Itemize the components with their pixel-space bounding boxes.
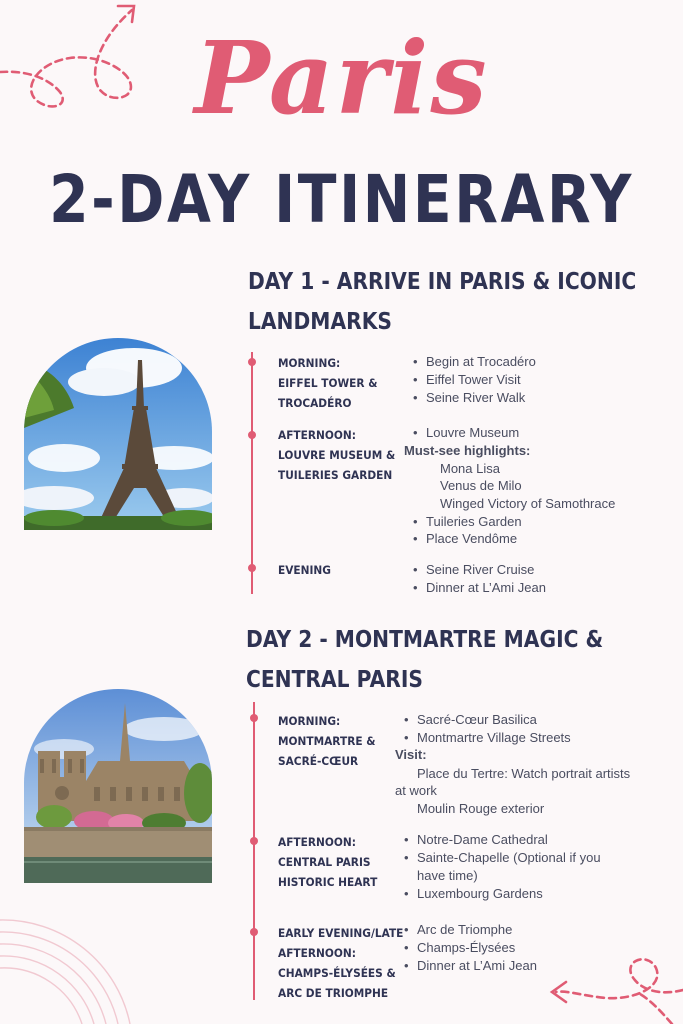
highlight-item: Mona Lisa [440,461,500,476]
day2-evening-label-2: AFTERNOON: [278,946,356,960]
day1-morning-label-2: EIFFEL TOWER & [278,376,378,390]
visit-item-line3: Moulin Rouge exterior [417,801,545,816]
list-item: • Luxembourg Gardens [417,885,543,903]
visit-item-line2: at work [395,783,437,798]
list-item: • Dinner at L’Ami Jean [426,579,546,597]
day2-afternoon-label-3: HISTORIC HEART [278,875,378,889]
day2-morning-label-3: SACRÉ-CŒUR [278,754,359,768]
list-item: • Dinner at L’Ami Jean [417,957,537,975]
day1-timeline [251,352,253,594]
list-item: • Eiffel Tower Visit [426,371,521,389]
visit-label: Visit: [395,747,427,762]
main-title: 2-DAY ITINERARY [49,161,634,238]
day1-evening-dot [248,564,256,572]
list-item: • Champs-Élysées [417,939,515,957]
list-item: • Tuileries Garden [426,513,522,531]
day2-evening-label-3: CHAMPS-ÉLYSÉES & [278,966,396,980]
script-title: Paris [194,19,489,137]
list-item: • Seine River Walk [426,389,525,407]
highlight-item: Venus de Milo [440,478,522,493]
day1-title-line1: DAY 1 - ARRIVE IN PARIS & ICONIC [248,269,637,295]
day2-morning-label-1: MORNING: [278,714,341,728]
list-item: • Arc de Triomphe [417,921,512,939]
day1-afternoon-label-2: LOUVRE MUSEUM & [278,448,396,462]
list-item-continued: have time) [417,868,478,883]
day2-title-line2: CENTRAL PARIS [246,667,423,693]
list-item: • Sacré-Cœur Basilica [417,711,537,729]
list-item: • Notre-Dame Cathedral [417,831,548,849]
day2-afternoon-label-2: CENTRAL PARIS [278,855,371,869]
day2-evening-label-1: EARLY EVENING/LATE [278,926,404,940]
day1-morning-label-3: TROCADÉRO [278,396,352,410]
eiffel-tower-illustration [24,338,212,530]
day1-morning-label-1: MORNING: [278,356,341,370]
notre-dame-image [24,689,212,883]
arc-lines-bottom-left [0,920,130,1024]
day1-morning-dot [248,358,256,366]
day2-evening-label-4: ARC DE TRIOMPHE [278,986,389,1000]
day2-afternoon-label-1: AFTERNOON: [278,835,356,849]
day1-afternoon-label-1: AFTERNOON: [278,428,356,442]
day1-afternoon-dot [248,431,256,439]
day2-afternoon-dot [250,837,258,845]
day1-evening-label: EVENING [278,563,331,577]
list-item: • Sainte-Chapelle (Optional if you [417,849,601,867]
list-item: • Place Vendôme [426,530,517,548]
notre-dame-illustration [24,689,212,883]
visit-item-line1: Place du Tertre: Watch portrait artists [417,766,631,781]
day2-title-line1: DAY 2 - MONTMARTRE MAGIC & [246,627,604,653]
list-item: • Montmartre Village Streets [417,729,571,747]
day1-afternoon-label-3: TUILERIES GARDEN [278,468,393,482]
day1-title-line2: LANDMARKS [248,309,392,335]
dashed-arrow-bottom-right [556,959,683,1024]
day2-morning-label-2: MONTMARTRE & [278,734,376,748]
eiffel-tower-image [24,338,212,530]
day2-morning-dot [250,714,258,722]
list-item: • Seine River Cruise [426,561,534,579]
list-item: • Begin at Trocadéro [426,353,536,371]
highlights-label: Must-see highlights: [404,443,531,458]
list-item: • Louvre Museum [426,424,519,442]
highlight-item: Winged Victory of Samothrace [440,496,616,511]
day2-timeline [253,702,255,1000]
day2-evening-dot [250,928,258,936]
